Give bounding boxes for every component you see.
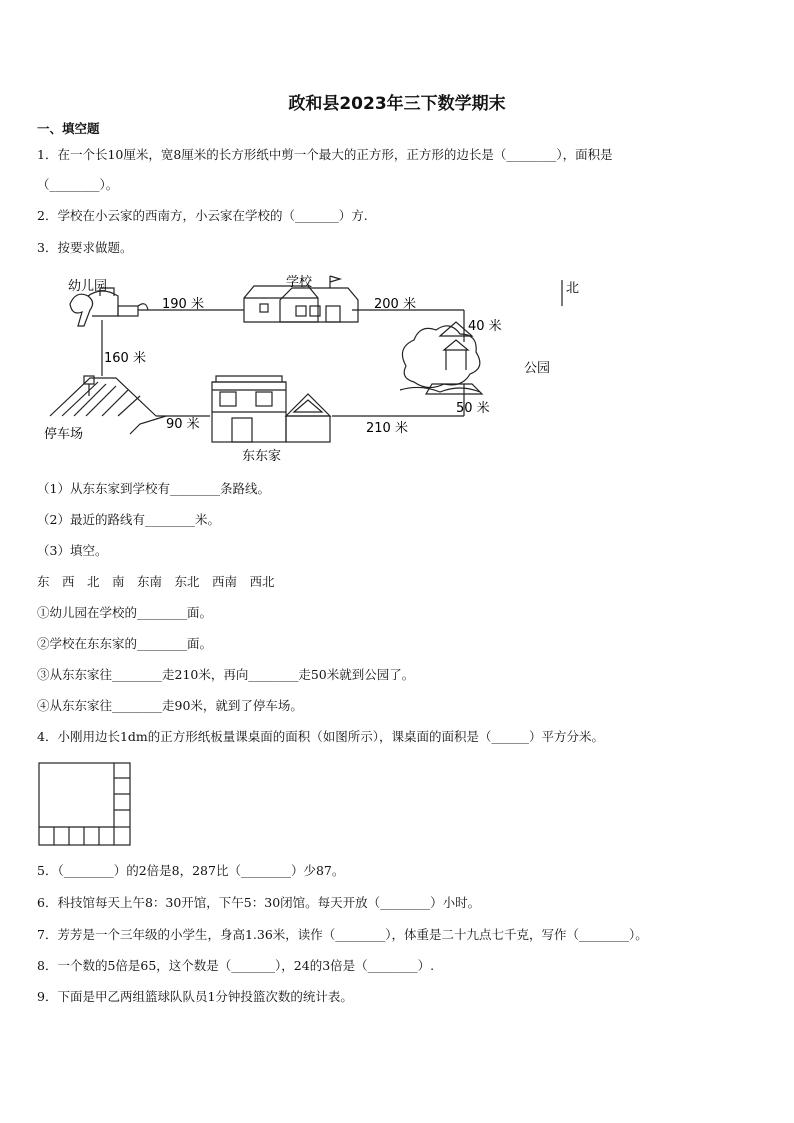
question-3-2: （2）最近的路线有________米。 [37,512,220,527]
question-4: 4．小刚用边长1dm的正方形纸板量课桌面的面积（如图所示），课桌面的面积是（______）平方分米。 [37,729,605,744]
label-north: 北 [566,281,580,296]
question-3-3: （3）填空。 [37,543,108,558]
question-6: 6．科技馆每天上午8：30开馆，下午5：30闭馆。每天开放（________）小时。 [37,895,481,910]
label-home: 东东家 [242,449,282,464]
question-2: 2．学校在小云家的西南方，小云家在学校的（_______）方. [37,208,368,223]
distance-40: 40 米 [468,319,502,334]
parking-picture [50,376,166,434]
question-3-1: （1）从东东家到学校有________条路线。 [37,481,270,496]
label-kindergarten: 幼儿园 [68,279,108,294]
distance-190: 190 米 [162,297,204,312]
label-parking: 停车场 [44,427,84,442]
distance-160: 160 米 [104,351,146,366]
direction-options: 东 西 北 南 东南 东北 西南 西北 [37,574,275,589]
page-title: 政和县2023年三下数学期末 [288,94,506,114]
question-3: 3．按要求做题。 [37,240,133,255]
question-3-3d: ④从东东家往________走90米，就到了停车场。 [37,698,303,713]
question-8: 8．一个数的5倍是65，这个数是（_______），24的3倍是（________）. [37,958,435,973]
question-1-line-1: 1．在一个长10厘米，宽8厘米的长方形纸中剪一个最大的正方形，正方形的边长是（________），面积是 [37,147,613,162]
question-5: 5．（________）的2倍是8，287比（________）少87。 [37,863,345,878]
label-park: 公园 [524,361,551,376]
section-heading: 一、填空题 [37,121,100,136]
question-7: 7．芳芳是一个三年级的小学生，身高1.36米，读作（________），体重是二十九点七千克，写作（________）。 [37,927,648,942]
home-picture [212,376,330,442]
question-9: 9．下面是甲乙两组篮球队队员1分钟投篮次数的统计表。 [37,989,353,1004]
route-map [40,266,600,468]
label-school: 学校 [286,275,313,290]
distance-210: 210 米 [366,421,408,436]
desk-grid-figure [38,762,132,848]
question-3-3a: ①幼儿园在学校的________面。 [37,605,213,620]
question-3-3c: ③从东东家往________走210米，再向________走50米就到公园了。 [37,667,415,682]
distance-90: 90 米 [166,417,200,432]
question-1-line-2: （________）。 [37,177,119,192]
distance-200: 200 米 [374,297,416,312]
question-3-3b: ②学校在东东家的________面。 [37,636,213,651]
distance-50: 50 米 [456,401,490,416]
